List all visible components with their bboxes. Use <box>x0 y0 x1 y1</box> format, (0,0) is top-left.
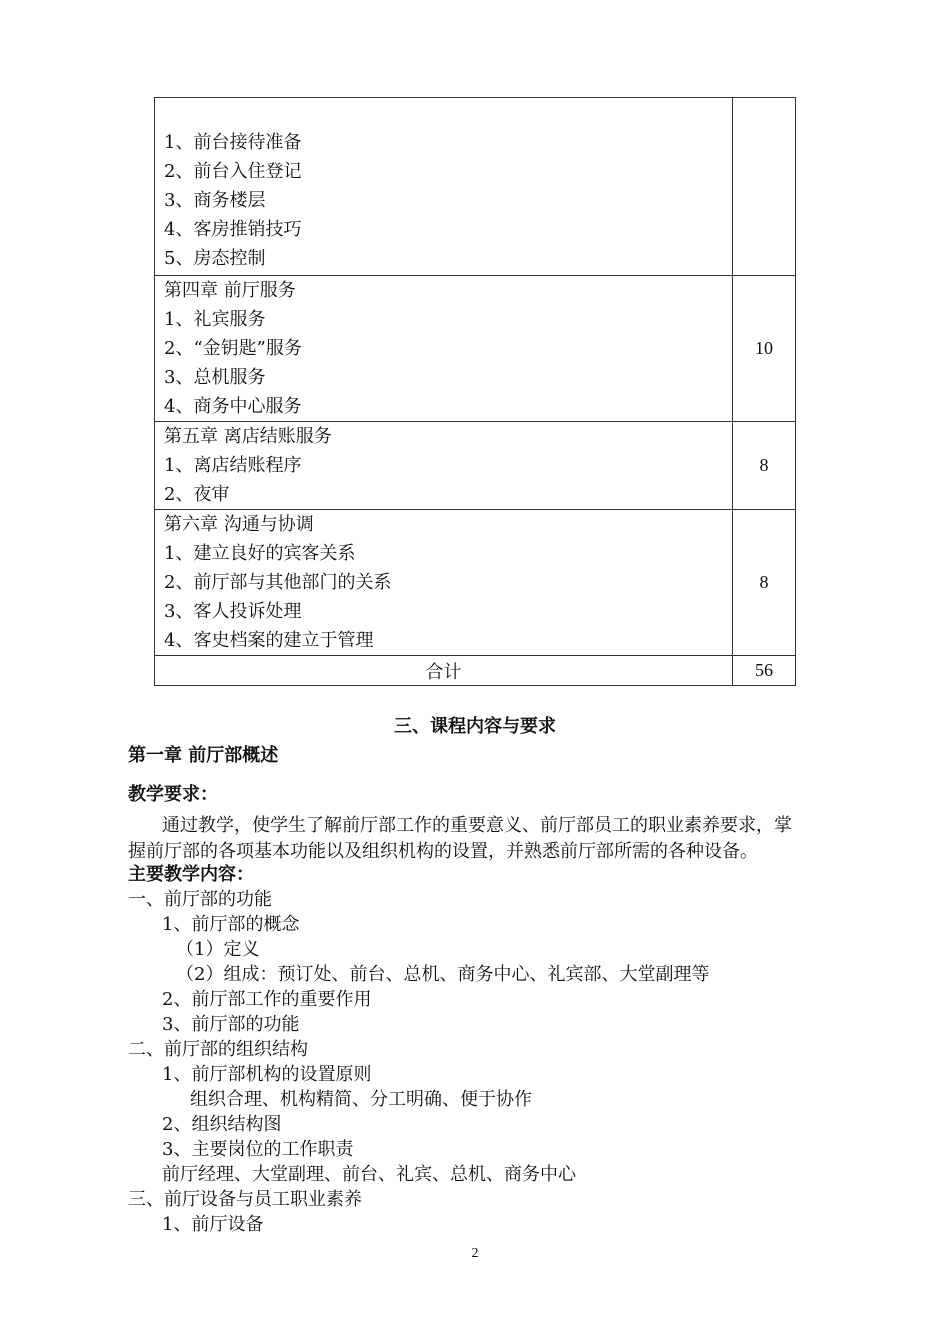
teaching-requirements-text <box>128 813 828 865</box>
cell-line: 1、离店结账程序 <box>164 455 302 476</box>
outline-item: 1、前厅部的概念 <box>162 914 300 935</box>
cell-line: 第六章 沟通与协调 <box>164 514 314 535</box>
chapter-cell <box>155 98 733 276</box>
page-number: 2 <box>471 1246 479 1261</box>
cell-line: 2、前厅部与其他部门的关系 <box>164 572 392 593</box>
outline-item: （2）组成：预订处、前台、总机、商务中心、礼宾部、大堂副理等 <box>176 964 710 985</box>
outline-item: 前厅经理、大堂副理、前台、礼宾、总机、商务中心 <box>162 1164 576 1185</box>
cell-line: 3、商务楼层 <box>164 190 266 211</box>
chapter-cell <box>155 510 733 656</box>
paragraph-line: 通过教学，使学生了解前厅部工作的重要意义、前厅部员工的职业素养要求，掌 <box>162 815 792 836</box>
table-row <box>155 510 796 656</box>
outline-item: 1、前厅部机构的设置原则 <box>162 1064 372 1085</box>
outline-item: 1、前厅设备 <box>162 1214 264 1235</box>
section-title: 三、课程内容与要求 <box>394 716 556 737</box>
cell-line: 1、礼宾服务 <box>164 309 266 330</box>
course-schedule-table <box>154 97 796 686</box>
teaching-requirements-heading: 教学要求： <box>128 784 218 805</box>
outline-item: 3、前厅部的功能 <box>162 1014 300 1035</box>
cell-line: 5、房态控制 <box>164 248 266 269</box>
table-row <box>155 422 796 510</box>
hours-cell: 8 <box>733 422 796 510</box>
chapter-cell <box>155 422 733 510</box>
table-total-row <box>155 656 796 686</box>
cell-line: 第四章 前厅服务 <box>164 280 296 301</box>
cell-line: 2、“金钥匙”服务 <box>164 338 302 359</box>
chapter-cell <box>155 276 733 422</box>
outline-item: 组织合理、机构精简、分工明确、便于协作 <box>190 1089 532 1110</box>
cell-line: 1、前台接待准备 <box>164 132 302 153</box>
cell-line: 4、商务中心服务 <box>164 396 302 417</box>
cell-line: 4、客史档案的建立于管理 <box>164 630 374 651</box>
hours-cell <box>733 98 796 276</box>
outline-item: （1）定义 <box>176 939 260 960</box>
cell-line: 2、夜审 <box>164 484 230 505</box>
total-hours-cell: 56 <box>733 656 796 686</box>
table-row <box>155 98 796 276</box>
cell-line: 1、建立良好的宾客关系 <box>164 543 356 564</box>
hours-cell: 10 <box>733 276 796 422</box>
cell-line: 3、客人投诉处理 <box>164 601 302 622</box>
hours-cell: 8 <box>733 510 796 656</box>
total-label-cell: 合计 <box>155 656 733 686</box>
cell-line: 2、前台入住登记 <box>164 161 302 182</box>
cell-line: 3、总机服务 <box>164 367 266 388</box>
main-content-heading: 主要教学内容： <box>128 864 254 885</box>
outline-item: 一、前厅部的功能 <box>128 889 272 910</box>
outline-item: 2、前厅部工作的重要作用 <box>162 989 372 1010</box>
cell-line: 第五章 离店结账服务 <box>164 426 332 447</box>
table-row <box>155 276 796 422</box>
chapter-title: 第一章 前厅部概述 <box>128 745 279 766</box>
outline-item: 三、前厅设备与员工职业素养 <box>128 1189 362 1210</box>
cell-line: 4、客房推销技巧 <box>164 219 302 240</box>
outline-item: 二、前厅部的组织结构 <box>128 1039 308 1060</box>
outline-item: 2、组织结构图 <box>162 1114 282 1135</box>
paragraph-line: 握前厅部的各项基本功能以及组织机构的设置，并熟悉前厅部所需的各种设备。 <box>128 841 758 862</box>
outline-item: 3、主要岗位的工作职责 <box>162 1139 354 1160</box>
